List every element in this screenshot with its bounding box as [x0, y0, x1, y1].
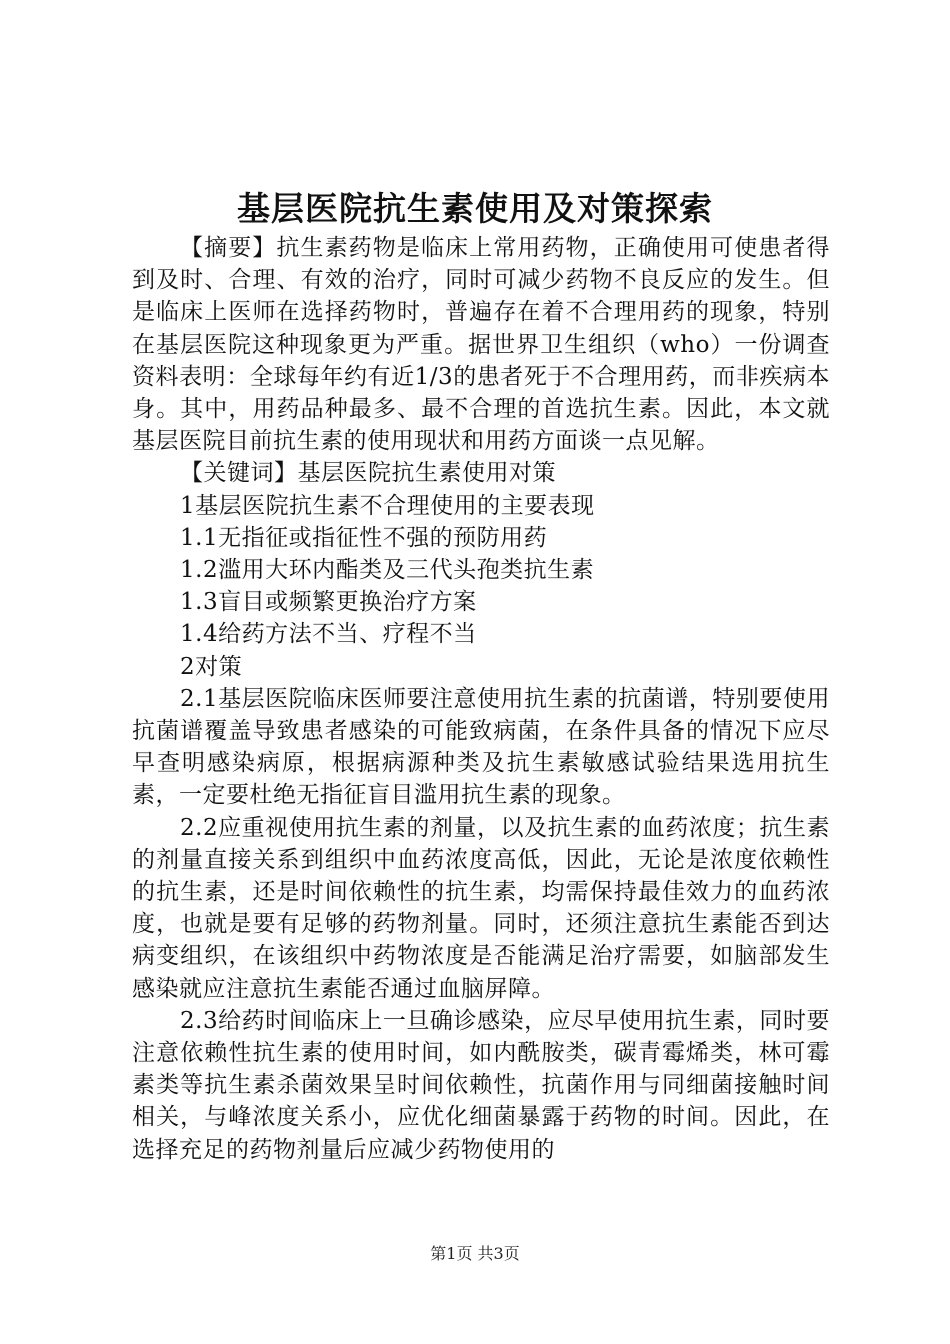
keywords-line: 【关键词】基层医院抗生素使用对策 [180, 460, 556, 487]
subsection-heading-1-4: 1.4给药方法不当、疗程不当 [180, 621, 477, 648]
paragraph-2-1: 2.1基层医院临床医师要注意使用抗生素的抗菌谱，特别要使用抗菌谱覆盖导致患者感染的可能致病菌，在条件具备的情况下应尽早查明感染病原，根据病源种类及抗生素敏感试验结果选用抗生素，一定要杜绝无指征盲目滥用抗生素的现象。 [132, 685, 830, 809]
section-heading-1: 1基层医院抗生素不合理使用的主要表现 [180, 492, 595, 519]
document-title: 基层医院抗生素使用及对策探索 [237, 189, 713, 228]
page-footer: 第1页 共3页 [430, 1244, 520, 1263]
section-heading-2: 2对策 [180, 653, 243, 680]
paragraph-2-2: 2.2应重视使用抗生素的剂量，以及抗生素的血药浓度；抗生素的剂量直接关系到组织中血药浓度高低，因此，无论是浓度依赖性的抗生素，还是时间依赖性的抗生素，均需保持最佳效力的血药浓度，也就是要有足够的药物剂量。同时，还须注意抗生素能否到达病变组织，在该组织中药物浓度是否能满足治疗需要，如脑部发生感染就应注意抗生素能否通过血脑屏障。 [132, 814, 830, 1002]
paragraph-2-3: 2.3给药时间临床上一旦确诊感染，应尽早使用抗生素，同时要注意依赖性抗生素的使用时间，如内酰胺类，碳青霉烯类，林可霉素类等抗生素杀菌效果呈时间依赖性，抗菌作用与同细菌接触时间相关，与峰浓度关系小，应优化细菌暴露于药物的时间。因此，在选择充足的药物剂量后应减少药物使用的 [132, 1007, 830, 1163]
abstract-paragraph: 【摘要】抗生素药物是临床上常用药物，正确使用可使患者得到及时、合理、有效的治疗，同时可减少药物不良反应的发生。但是临床上医师在选择药物时，普遍存在着不合理用药的现象，特别在基层医院这种现象更为严重。据世界卫生组织（who）一份调查资料表明：全球每年约有近1/3的患者死于不合理用药，而非疾病本身。其中，用药品种最多、最不合理的首选抗生素。因此，本文就基层医院目前抗生素的使用现状和用药方面谈一点见解。 [132, 235, 830, 455]
subsection-heading-1-3: 1.3盲目或频繁更换治疗方案 [180, 589, 477, 616]
subsection-heading-1-1: 1.1无指征或指征性不强的预防用药 [180, 524, 548, 551]
document-body [132, 232, 830, 1166]
subsection-heading-1-2: 1.2滥用大环内酯类及三代头孢类抗生素 [180, 557, 595, 584]
